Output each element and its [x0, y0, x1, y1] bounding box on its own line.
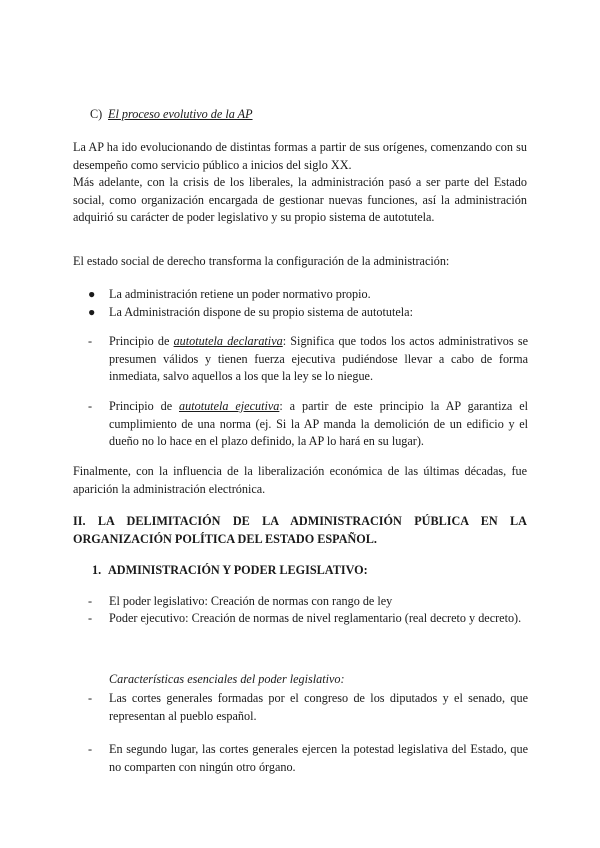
dash-text [109, 333, 528, 386]
power-text: El poder legislativo: Creación de normas con rango de ley [109, 594, 393, 608]
term-autotutela-ejecutiva: autotutela ejecutiva [179, 399, 280, 413]
dash-mark: - [88, 594, 93, 608]
paragraph-origins: La AP ha ido evolucionando de distintas formas a partir de sus orígenes, comenzando con su desempeño como servicio público a inicios del siglo XX. [73, 140, 527, 172]
dash-mark: - [88, 691, 93, 705]
dash-mark: - [88, 742, 93, 756]
characteristic-text: Las cortes generales formadas por el congreso de los diputados y el senado, que representan al pueblo español. [109, 691, 528, 723]
section-ii-heading: II. LA DELIMITACIÓN DE LA ADMINISTRACIÓN PÚBLICA EN LA ORGANIZACIÓN POLÍTICA DEL ESTADO ESPAÑOL. [73, 514, 527, 546]
dash-text [109, 398, 528, 451]
dash-mark: - [88, 399, 93, 413]
dash-prefix: Principio de [109, 399, 180, 413]
dash-rest: : Significa que todos los actos administrativos se presumen válidos y tienen fuerza ejecutiva pudiéndose llevar a cabo de forma inmediata, salvo aquellos a los que la ley se lo niegue. [109, 334, 528, 384]
term-autotutela-declarativa: autotutela declarativa [173, 334, 283, 348]
paragraph-transformation: El estado social de derecho transforma la configuración de la administración: [73, 254, 450, 268]
dash-mark: - [88, 334, 93, 348]
bullet-mark: ● [88, 305, 96, 319]
dash-prefix: Principio de [109, 334, 174, 348]
section-c-heading [90, 106, 544, 124]
dash-mark: - [88, 611, 93, 625]
section-c-letter: C) [90, 107, 103, 121]
dash-rest: : a partir de este principio la AP garantiza el cumplimiento de una norma (ej. Si la AP manda la demolición de un edificio y el dueño no lo hace en el plazo definido, la AP lo hará en su lugar). [109, 399, 528, 449]
bullet-text: La Administración dispone de su propio sistema de autotutela: [109, 305, 413, 319]
subsection-number: 1. [92, 563, 102, 577]
paragraph-electronic: Finalmente, con la influencia de la liberalización económica de las últimas décadas, fue aparición la administración electrónica. [73, 464, 527, 496]
power-text: Poder ejecutivo: Creación de normas de nivel reglamentario (real decreto y decreto). [109, 611, 522, 625]
subsection-title: ADMINISTRACIÓN Y PODER LEGISLATIVO: [108, 563, 368, 577]
bullet-mark: ● [88, 287, 96, 301]
paragraph-social-state: Más adelante, con la crisis de los liberales, la administración pasó a ser parte del Estado social, como organización encargada de gestionar nuevas funciones, así la administración adquirió su carácter de poder legislativo y su propio sistema de autotutela. [73, 175, 527, 225]
characteristic-text: En segundo lugar, las cortes generales ejercen la potestad legislativa del Estado, que no comparten con ningún otro órgano. [109, 742, 528, 774]
characteristics-heading: Características esenciales del poder legislativo: [109, 672, 345, 687]
section-c-title: El proceso evolutivo de la AP [108, 107, 253, 121]
bullet-text: La administración retiene un poder normativo propio. [109, 287, 371, 301]
